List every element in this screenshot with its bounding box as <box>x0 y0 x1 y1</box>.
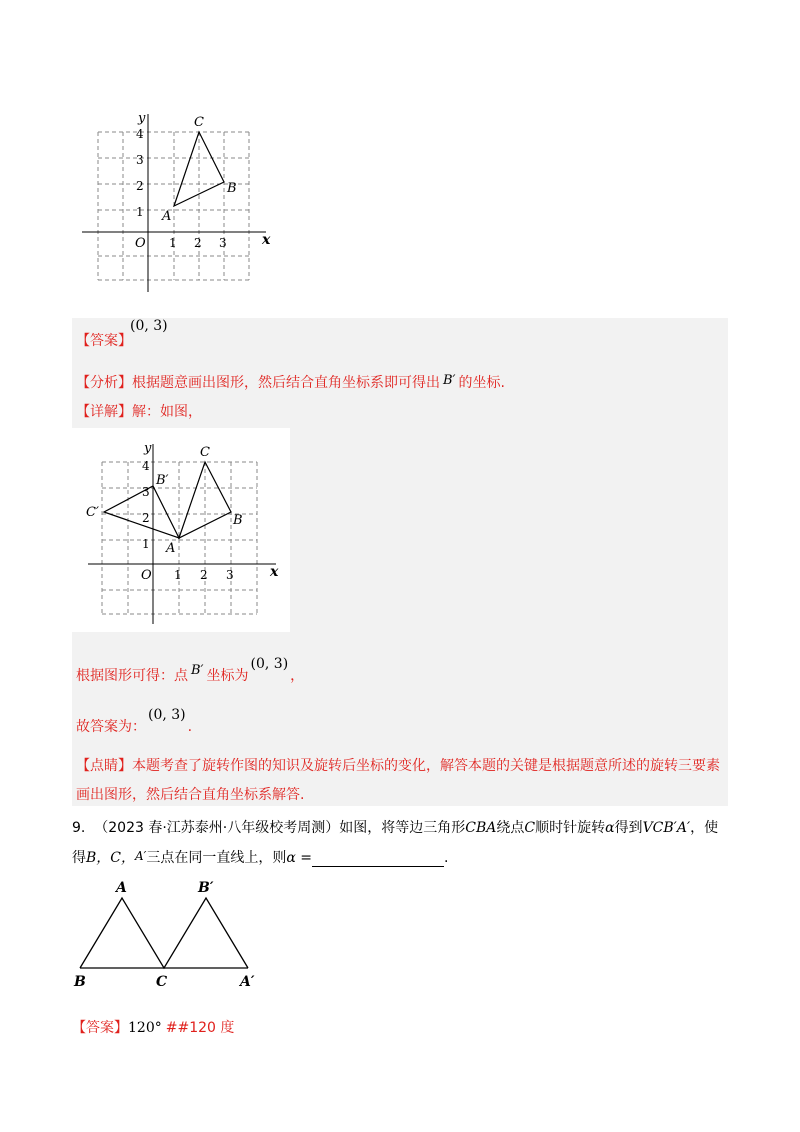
y-tick-4: 4 <box>142 459 150 473</box>
figure-1 <box>80 110 280 295</box>
point-b-label: B <box>227 181 237 196</box>
point-b-prime-label: B′ <box>156 473 169 488</box>
x-tick-1: 1 <box>174 568 182 582</box>
comment-text-1: 本题考查了旋转作图的知识及旋转后坐标的变化，解答本题的关键是根据题意所述的旋转三要素 <box>132 758 720 774</box>
question-line-2a: 得 <box>72 850 86 866</box>
result-value: (0, 3) <box>250 656 289 672</box>
analysis-tag: 【分析】 <box>76 375 132 391</box>
comment-line-1 <box>76 755 720 775</box>
y-tick-2: 2 <box>136 179 144 193</box>
question-end: . <box>444 850 449 866</box>
analysis-math: B′ <box>443 373 456 388</box>
triangles <box>80 898 248 968</box>
point-c-label: C <box>200 445 210 460</box>
y-tick-1: 1 <box>142 537 150 551</box>
figure-2 <box>80 436 285 626</box>
analysis-line <box>76 372 505 392</box>
answer-blank[interactable] <box>312 852 444 867</box>
detail-line <box>76 401 202 421</box>
point-c-label: C <box>194 115 204 130</box>
comment-tag: 【点睛】 <box>76 758 132 774</box>
point-a-prime-label: A′ <box>240 974 255 990</box>
y-label: y <box>138 111 146 126</box>
therefore-line <box>76 707 193 736</box>
origin-label: O <box>141 568 152 583</box>
math-triangle-image: VCB′A′ <box>642 820 691 836</box>
question-line-2b: 三点在同一直线上，则 <box>146 850 287 866</box>
point-a-label: A <box>162 209 172 224</box>
answer-9-value: 120° <box>128 1020 162 1036</box>
x-tick-3: 3 <box>226 568 234 582</box>
figure-3 <box>66 874 276 994</box>
question-text-2: 绕点 <box>496 820 525 836</box>
point-c-prime-label: C′ <box>86 505 99 520</box>
answer-1 <box>76 330 132 350</box>
question-9-line-2 <box>72 847 448 867</box>
comment-line-2: 画出图形，然后结合直角坐标系解答. <box>76 787 305 803</box>
result-text-2: 坐标为 <box>206 668 249 684</box>
y-tick-4: 4 <box>136 127 144 141</box>
question-source: （2023 春·江苏泰州·八年级校考周测）如图，将等边三角形 <box>94 820 466 836</box>
answer-1-value: (0, 3) <box>130 318 168 334</box>
question-number: 9. <box>72 820 86 836</box>
point-b-label: B <box>74 974 86 990</box>
answer-9-tag: 【答案】 <box>72 1020 128 1036</box>
question-9-line-1 <box>72 817 718 837</box>
answer-tag: 【答案】 <box>76 333 132 349</box>
math-alpha-eq: α = <box>286 850 313 866</box>
answer-9 <box>72 1017 234 1037</box>
y-tick-2: 2 <box>142 511 150 525</box>
origin-label: O <box>135 236 146 251</box>
point-a-label: A <box>166 541 176 556</box>
x-label: x <box>262 232 271 248</box>
therefore-end: . <box>187 719 193 735</box>
y-tick-3: 3 <box>136 153 144 167</box>
x-tick-2: 2 <box>200 568 208 582</box>
math-alpha: α <box>605 820 615 836</box>
therefore-text: 故答案为： <box>76 719 146 735</box>
result-text-1: 根据图形可得：点 <box>76 668 188 684</box>
question-text-5: ，使 <box>690 820 719 836</box>
therefore-value: (0, 3) <box>148 707 186 723</box>
y-tick-3: 3 <box>142 485 150 499</box>
analysis-text: 根据题意画出图形，然后结合直角坐标系即可得出 <box>132 375 440 391</box>
x-tick-2: 2 <box>194 236 202 250</box>
y-tick-1: 1 <box>136 205 144 219</box>
point-c-label: C <box>156 974 168 990</box>
question-text-4: 得到 <box>614 820 643 836</box>
math-c: C <box>524 820 536 836</box>
math-points: B，C， <box>86 850 135 866</box>
question-text-3: 顺时针旋转 <box>535 820 606 836</box>
detail-tag: 【详解】 <box>76 404 132 420</box>
x-label: x <box>270 564 279 580</box>
result-line <box>76 656 305 685</box>
math-a-prime: A′ <box>135 849 147 863</box>
detail-text: 解：如图， <box>132 404 202 420</box>
result-math: B′ <box>191 663 204 678</box>
x-tick-3: 3 <box>219 236 227 250</box>
answer-9-suffix: ##120 度 <box>165 1020 235 1036</box>
point-b-label: B <box>233 513 243 528</box>
x-tick-1: 1 <box>169 236 177 250</box>
analysis-end: 的坐标. <box>458 375 505 391</box>
point-b-prime-label: B′ <box>198 880 214 896</box>
point-a-label: A <box>116 880 127 896</box>
y-label: y <box>144 441 152 456</box>
result-end: ， <box>290 668 305 684</box>
math-cba: CBA <box>465 820 497 836</box>
